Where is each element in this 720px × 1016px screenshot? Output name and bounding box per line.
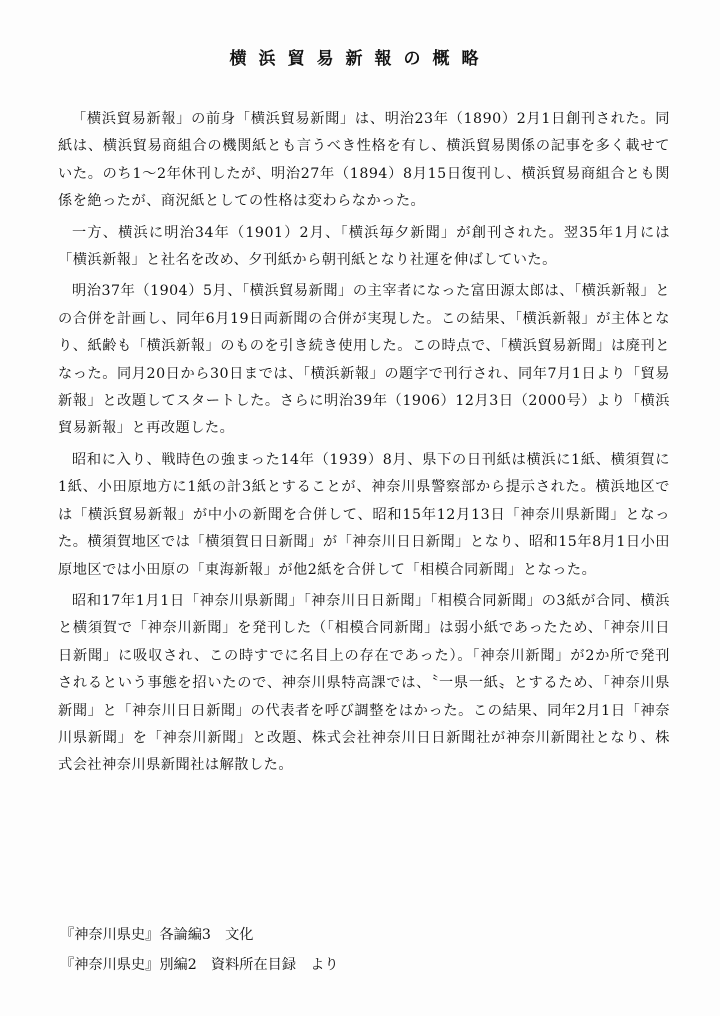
paragraph-4: 昭和に入り、戦時色の強まった14年（1939）8月、県下の日刊紙は横浜に1紙、横須賀に1紙、小田原地方に1紙の計3紙とすることが、神奈川県警察部から提示された。横浜地区では「横浜貿易新報」が中小の新聞を合併して、昭和15年12月13日「神奈川県新聞」となった。横須賀地区では「横須賀日日新聞」が「神奈川日日新聞」となり、昭和15年8月1日小田原地区では小田原の「東海新報」が他2紙を合併して「相模合同新聞」となった。 xyxy=(58,451,670,578)
document-body xyxy=(58,106,670,784)
paragraph-3: 明治37年（1904）5月、「横浜貿易新聞」の主宰者になった富田源太郎は、「横浜新報」との合併を計画し、同年6月19日両新聞の合併が実現した。この結果、「横浜新報」が主体となり、紙齢も「横浜新報」のものを引き続き使用した。この時点で、「横浜貿易新聞」は廃刊となった。同月20日から30日までは、「横浜新報」の題字で刊行され、同年7月1日より「貿易新報」と改題してスタートした。さらに明治39年（1906）12月3日（2000号）より「横浜貿易新報」と再改題した。 xyxy=(58,283,670,437)
reference-2: 『神奈川県史』別編2 資料所在目録 より xyxy=(60,957,339,973)
paragraph-5: 昭和17年1月1日「神奈川県新聞」「神奈川日日新聞」「相模合同新聞」の3紙が合同、横浜と横須賀で「神奈川新聞」を発刊した（「相模合同新聞」は弱小紙であったため、「神奈川日日新聞」に吸収され、この時すでに名目上の存在であった）。「神奈川新聞」が2か所で発刊されるという事態を招いたので、神奈川県特高課では、〝一県一紙〟とするため、「神奈川県新聞」と「神奈川日日新聞」の代表者を呼び調整をはかった。この結果、同年2月1日「神奈川県新聞」を「神奈川新聞」と改題、株式会社神奈川日日新聞社が神奈川新聞社となり、株式会社神奈川県新聞社は解散した。 xyxy=(58,592,670,774)
document-title: 横浜貿易新報の概略 xyxy=(229,49,491,69)
paragraph-2: 一方、横浜に明治34年（1901）2月、「横浜毎夕新聞」が創刊された。翌35年1月には「横浜新報」と社名を改め、夕刊紙から朝刊紙となり社運を伸ばしていた。 xyxy=(58,224,670,269)
reference-1: 『神奈川県史』各論編3 文化 xyxy=(60,927,254,943)
paragraph-1: 「横浜貿易新報」の前身「横浜貿易新聞」は、明治23年（1890）2月1日創刊された。同紙は、横浜貿易商組合の機関紙とも言うべき性格を有し、横浜貿易関係の記事を多く載せていた。のち1～2年休刊したが、明治27年（1894）8月15日復刊し、横浜貿易商組合とも関係を絶ったが、商況紙としての性格は変わらなかった。 xyxy=(58,111,670,210)
references xyxy=(60,920,660,980)
